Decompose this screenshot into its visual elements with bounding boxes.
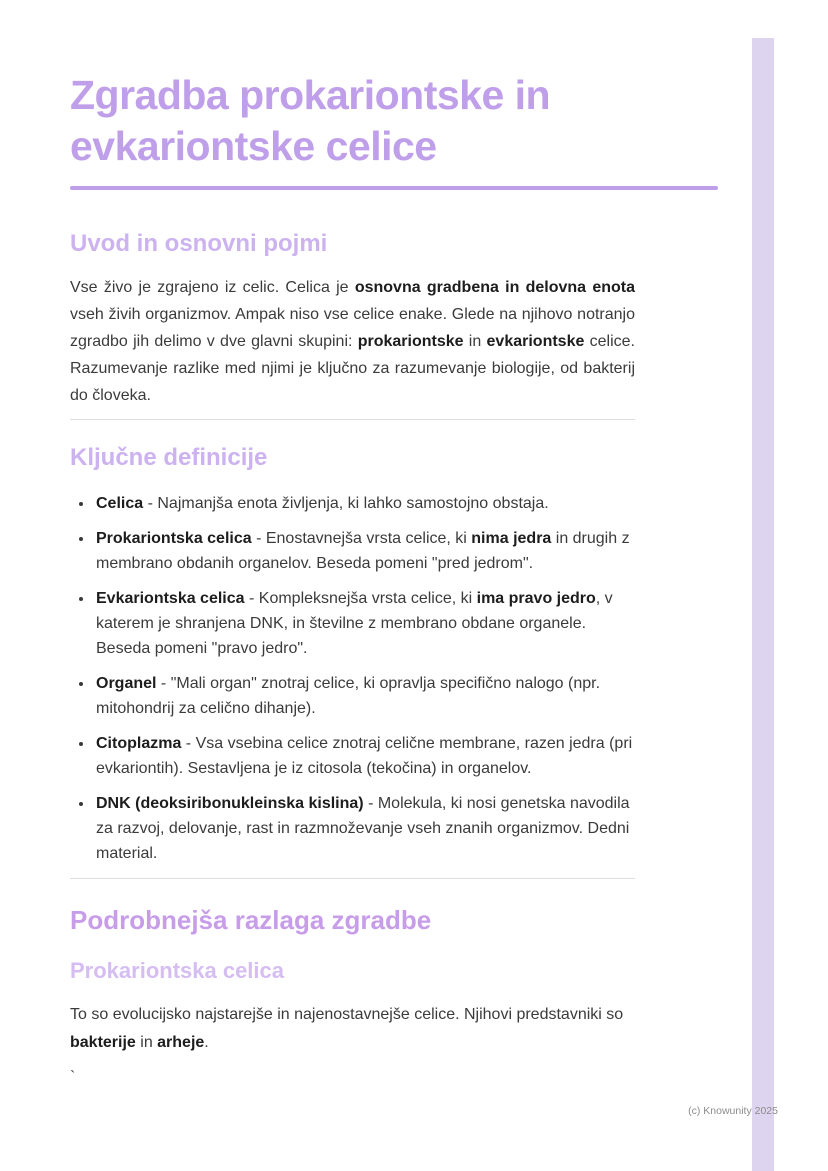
section-heading-podrobnejsa-razlaga: Podrobnejša razlaga zgradbe	[70, 905, 432, 936]
intro-paragraph: Vse živo je zgrajeno iz celic. Celica je osnovna gradbena in delovna enota vseh živih organizmov. Ampak niso vse celice enake. Glede na njihovo notranjo zgradbo jih delimo v dve glavni skupini: prokariontske in evkariontske celice. Razumevanje razlike med njimi je ključno za razumevanje biologije, od bakterij do človeka.	[70, 279, 636, 405]
definitions-list	[70, 491, 635, 866]
page-edge-strip	[752, 38, 774, 1171]
footer-credit: (c) Knowunity 2025	[688, 1105, 778, 1117]
definition-item-prokariontska-celica: • Prokariontska celica - Enostavnejša vrsta celice, ki nima jedra in drugih z membrano obdanih organelov. Beseda pomeni "pred jedrom".	[94, 526, 635, 576]
document-title: Zgradba prokariontske in evkariontske celice	[70, 72, 551, 170]
prokariontska-paragraph: To so evolucijsko najstarejše in najenostavnejše celice. Njihovi predstavniki so bakterije in arheje.	[70, 1005, 624, 1051]
definition-item-citoplazma: • Citoplazma - Vsa vsebina celice znotraj celične membrane, razen jedra (pri evkariontih). Sestavljena je iz citosola (tekočina) in organelov.	[94, 731, 635, 781]
definition-item-celica: • Celica - Najmanjša enota življenja, ki lahko samostojno obstaja.	[94, 491, 635, 516]
section-heading-uvod: Uvod in osnovni pojmi	[70, 229, 328, 257]
title-underline-rule	[70, 186, 718, 190]
section-heading-definicije: Ključne definicije	[70, 444, 268, 472]
section-divider-2	[70, 878, 635, 879]
document-content	[70, 0, 635, 1087]
section-divider-1	[70, 419, 635, 420]
subsection-heading-prokariontska-celica: Prokariontska celica	[70, 958, 285, 984]
definition-item-evkariontska-celica: • Evkariontska celica - Kompleksnejša vrsta celice, ki ima pravo jedro, v katerem je shranjena DNK, in številne z membrano obdane organele. Beseda pomeni "pravo jedro".	[94, 586, 635, 661]
definition-item-organel: • Organel - "Mali organ" znotraj celice, ki opravlja specifično nalogo (npr. mitohondrij za celično dihanje).	[94, 671, 635, 721]
stray-backtick-char: `	[70, 1068, 76, 1086]
definition-item-dnk: • DNK (deoksiribonukleinska kislina) - Molekula, ki nosi genetska navodila za razvoj, delovanje, rast in razmnoževanje vseh znanih organizmov. Dedni material.	[94, 791, 635, 866]
